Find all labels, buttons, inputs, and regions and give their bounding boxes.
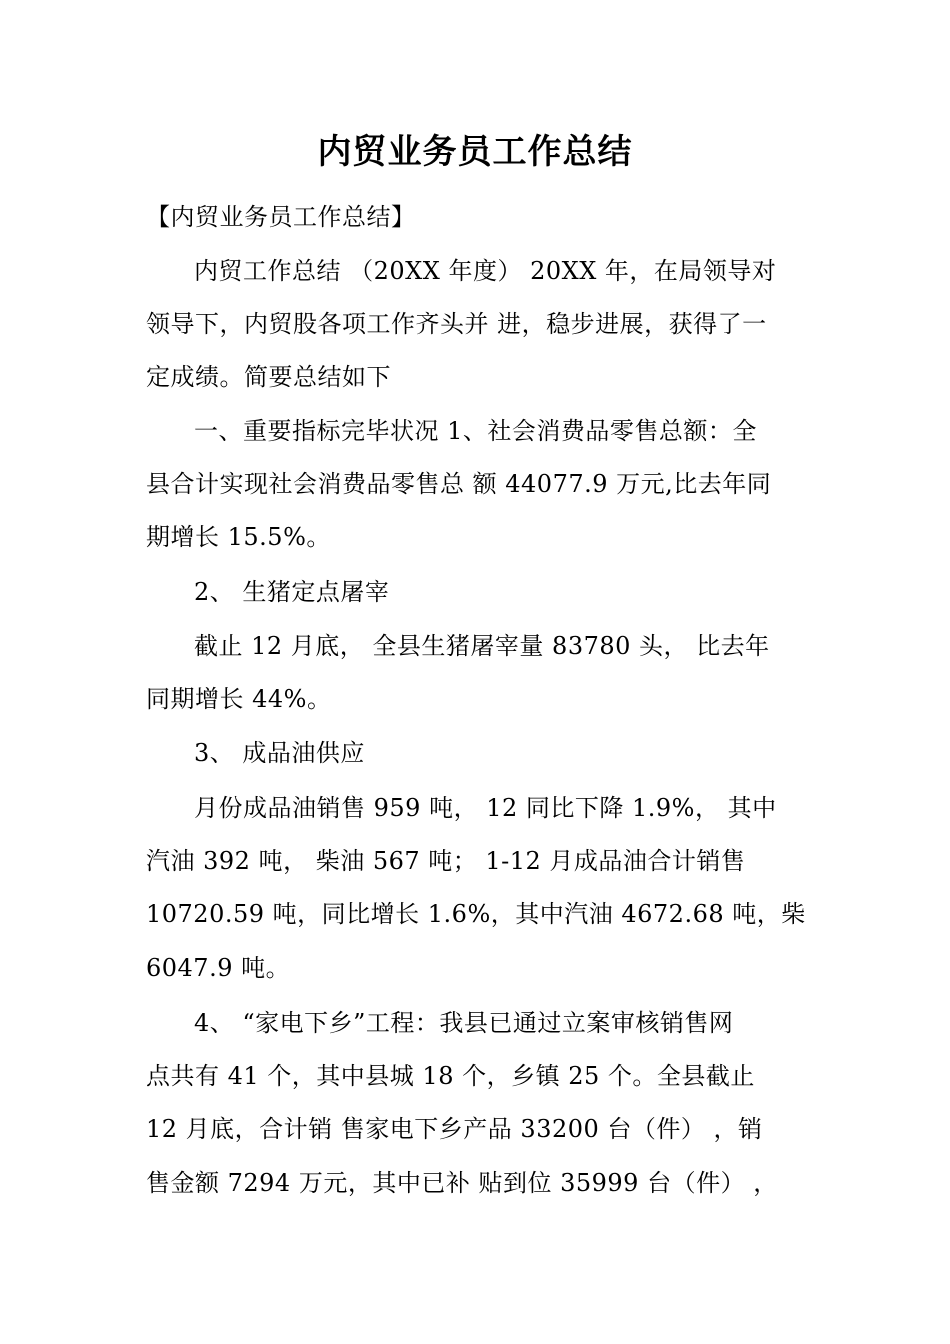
paragraph-line: 2、 生猪定点屠宰	[194, 578, 390, 606]
paragraph-line: 10720.59 吨，同比增长 1.6%，其中汽油 4672.68 吨，柴	[146, 900, 806, 928]
paragraph-line: 月份成品油销售 959 吨， 12 同比下降 1.9%， 其中	[194, 794, 777, 822]
paragraph-line: 同期增长 44%。	[146, 685, 332, 713]
paragraph-line: 3、 成品油供应	[194, 739, 365, 767]
paragraph-line: 定成绩。简要总结如下	[146, 363, 391, 391]
paragraph-line: 期增长 15.5%。	[146, 523, 331, 551]
paragraph-line: 内贸工作总结 （20XX 年度） 20XX 年，在局领导对	[194, 257, 777, 285]
paragraph-line: 售金额 7294 万元，其中已补 贴到位 35999 台（件） ，	[146, 1169, 778, 1197]
paragraph-line: 4、 “家电下乡”工程：我县已通过立案审核销售网	[194, 1009, 734, 1037]
paragraph-line: 6047.9 吨。	[146, 954, 291, 982]
paragraph-line: 点共有 41 个，其中县城 18 个，乡镇 25 个。全县截止	[146, 1062, 755, 1090]
paragraph-line: 截止 12 月底， 全县生猪屠宰量 83780 头， 比去年	[194, 632, 770, 660]
document-title: 内贸业务员工作总结	[317, 132, 633, 172]
paragraph-line: 汽油 392 吨， 柴油 567 吨； 1-12 月成品油合计销售	[146, 847, 746, 875]
paragraph-line: 一、重要指标完毕状况 1、社会消费品零售总额：全	[194, 417, 757, 445]
section-heading: 【内贸业务员工作总结】	[146, 203, 416, 231]
paragraph-line: 领导下，内贸股各项工作齐头并 进，稳步进展，获得了一	[146, 310, 767, 338]
paragraph-line: 县合计实现社会消费品零售总 额 44077.9 万元,比去年同	[146, 470, 772, 498]
paragraph-line: 12 月底，合计销 售家电下乡产品 33200 台（件） ，销	[146, 1115, 763, 1143]
